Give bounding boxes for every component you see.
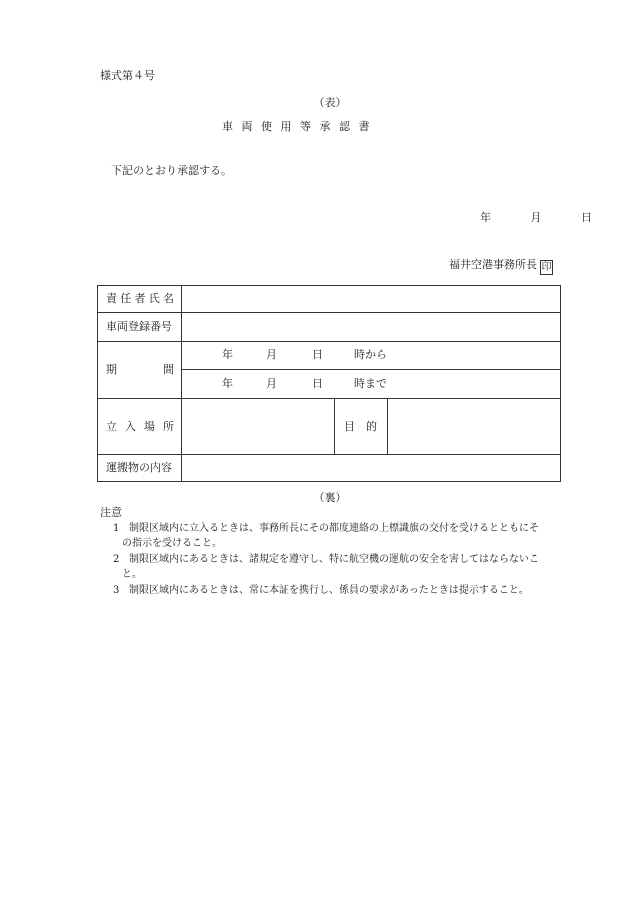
entry-place-label: 立 入 場 所 (106, 420, 174, 433)
lead-text: 下記のとおり承認する。 (111, 164, 232, 177)
column-divider (334, 398, 335, 454)
document-title: 車両使用等承認書 (222, 120, 378, 133)
row-divider (98, 454, 560, 455)
note-number: 2 (113, 554, 120, 565)
issuer (449, 258, 553, 275)
period-from-day: 日 (312, 348, 323, 361)
cargo-content-label: 運搬物の内容 (106, 461, 172, 474)
note-continuation: と。 (122, 569, 142, 580)
period-from-month: 月 (266, 348, 277, 361)
note-continuation: の指示を受けること。 (122, 538, 222, 549)
seal-stamp: 印 (541, 262, 552, 273)
purpose-label: 目 的 (344, 420, 377, 433)
date-day: 日 (581, 211, 592, 224)
note-item (113, 584, 529, 598)
period-from-suffix: 時から (354, 348, 387, 361)
note-number: 3 (113, 585, 120, 596)
period-from-year: 年 (222, 348, 233, 361)
row-divider (181, 369, 560, 370)
period-label: 期 間 (106, 363, 174, 376)
responsible-person-label: 責 任 者 氏 名 (106, 292, 174, 305)
back-side-label: （裏） (313, 491, 347, 504)
row-divider (98, 398, 560, 399)
column-divider (181, 286, 182, 481)
period-to-suffix: 時まで (354, 377, 387, 390)
period-to-day: 日 (312, 377, 323, 390)
date-line (480, 211, 592, 225)
period-to-year: 年 (222, 377, 233, 390)
vehicle-registration-label: 車両登録番号 (106, 320, 172, 333)
note-text: 制限区域内に立入るときは、事務所長にその都度連絡の上標識旗の交付を受けるとともにそ (129, 523, 539, 534)
approval-table (97, 285, 561, 482)
date-year: 年 (480, 211, 491, 224)
issuer-title: 福井空港事務所長 (449, 258, 537, 271)
note-item (113, 553, 539, 567)
form-number: 様式第４号 (100, 69, 155, 82)
front-side-label: （表） (313, 96, 347, 109)
note-text: 制限区域内にあるときは、諸規定を遵守し、特に航空機の運航の安全を害してはならないこ (129, 554, 539, 565)
note-text: 制限区域内にあるときは、常に本証を携行し、係員の要求があったときは提示すること。 (129, 585, 529, 596)
period-to-month: 月 (266, 377, 277, 390)
notes-heading: 注意 (100, 506, 122, 519)
column-divider (387, 398, 388, 454)
date-month: 月 (530, 211, 542, 224)
row-divider (98, 341, 560, 342)
row-divider (98, 312, 560, 313)
note-item (113, 522, 539, 536)
note-number: 1 (113, 523, 120, 534)
